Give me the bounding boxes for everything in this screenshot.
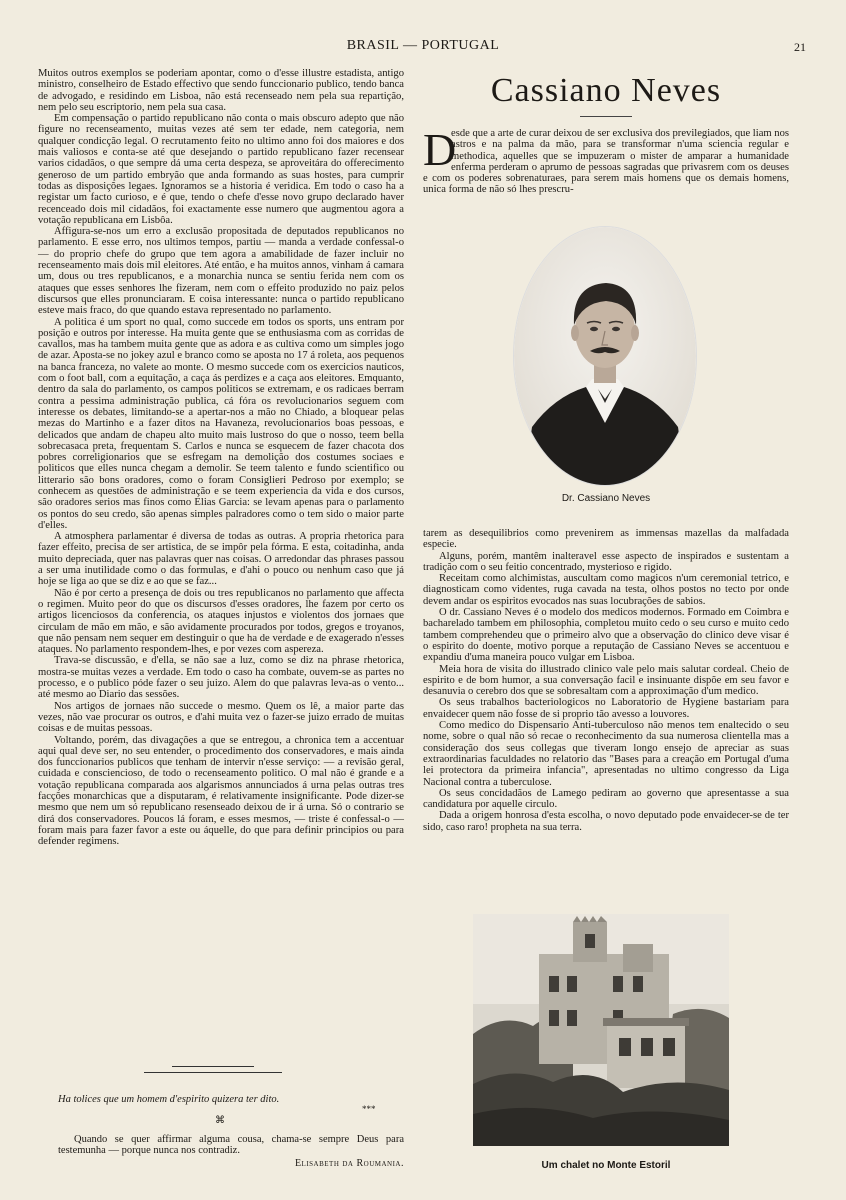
- article-paragraph: Receitam como alchimistas, auscultam como magicos n'um ceremonial tetrico, e diagnosticam como videntes, ruga cavada na testa, olhos postos no tecto por onde devem andar os espiritos evocados nas suas locubrações de sabios.: [423, 573, 789, 607]
- chalet-photo: [473, 914, 729, 1146]
- chalet-caption: Um chalet no Monte Estoril: [541, 1160, 671, 1171]
- left-paragraph: Voltando, porém, das divagações a que se entregou, a chronica tem a accentuar aqui qual deve ser, no seu entender, o procedimento dos conservadores, e mais ainda dos funccionarios publicos que tenham de intervir n'esse serviço: — a revisão geral, cuidada e consciencioso, de todo o recenseamento politico. O mal não é grande e a votação republicana comparada aos algarismos annunciados á urna pelas outras tres facções monarchicas que a disputaram, é relativamente insignificante. Pode dizer-se mesmo que nem um só republicano resenseado deixou de ir á urna. Só o contrario se dirá dos conservadores. Poucos lá foram, e esses mesmos, — triste é confessal-o — foram mais para fazer favor a este ou áquelle, do que para definir principios ou para defender regimens.: [38, 734, 404, 848]
- left-paragraph: A atmosphera parlamentar é diversa de todas as outras. A propria rhetorica para fazer effeito, precisa de ser artistica, de se impôr pela fórma. E esta, coitadinha, anda muito depreciada, quer nas palavras quer nas coisas. O arredondar das phrases passou a ser uma inutilidade como o das formulas, e d'ahi o pouco ou nenhum caso que já hoje se liga ao que se diz e ao que se faz...: [38, 531, 404, 588]
- article-paragraph: Alguns, porém, mantêm inalteravel esse aspecto de inspirados e sustentam a tradição com o seu feitio concentrado, mysterioso e rigido.: [423, 550, 789, 573]
- portrait-caption: Dr. Cassiano Neves: [561, 493, 651, 504]
- footer-quote: Quando se quer affirmar alguma cousa, chama-se sempre Deus para testemunha — porque nunca nos contradiz.: [58, 1134, 404, 1156]
- drop-cap: D: [423, 124, 457, 175]
- article-paragraph: Os seus concidadãos de Lamego pediram ao governo que apresentasse a sua candidatura por aquelle circulo.: [423, 787, 789, 811]
- chalet-illustration: [473, 914, 729, 1146]
- left-paragraph: Trava-se discussão, e d'ella, se não sae a luz, como se diz na phrase rhetorica, mostra-se muitas vezes a verdade. Em todo o caso ha combate, ouvem-se as partes no processo, e o publico póde fazer o seu juizo. Alem do que palavras leva-as o vento... até mesmo ao Diario das sessões.: [38, 655, 404, 701]
- left-column: [38, 68, 404, 847]
- running-title: BRASIL — PORTUGAL: [346, 38, 500, 53]
- portrait-photo: [514, 227, 696, 485]
- left-paragraph: Affigura-se-nos um erro a exclusão propositada de deputados republicanos no parlamento. E esse erro, nos ultimos tempos, partiu — manda a verdade confessal-o — do proprio chefe do grupo que tem agora a amabilidade de fazer incluir no recenseamento mais dois mil eleitores. Até então, e ha muitos annos, vinham á camara um, dous ou tres republicanos, e a monarchia nunca se sentiu ferida nem com os ataques que esses senhores lhe fizeram, nem com o effeito produzido no paiz pelos discursos que elles pronunciaram. E coisa interessante: nunca o partido republicano esteve mais fraco, do que quando estava representado no parlamento.: [38, 226, 404, 317]
- left-paragraph: Não é por certo a presença de dois ou tres republicanos no parlamento que affecta o regimen. Muito peor do que os discursos d'esses oradores, lhe fazem por certo os artigos licenciosos da conferencia, os ataques injustos e violentos dos jornaes que circulam de mão em mão, e são avidamente procurados por todos, gregos e troyanos, que não pensam nem sequer em destinguir o que ha de verdade e de exagerado n'esses ataques. No parlamento respondem-lhes, e por vezes com aspereza.: [38, 587, 404, 656]
- separator-rule: [172, 1066, 254, 1067]
- article-paragraph: Dada a origem honrosa d'esta escolha, o novo deputado pode envaidecer-se de ter sido, caso raro! propheta na sua terra.: [423, 810, 789, 833]
- separator-rule: [144, 1072, 282, 1073]
- left-paragraph: Em compensação o partido republicano não conta o mais obscuro adepto que não figure no recenseamento, muitas vezes até sem ter edade, nem categoria, nem qualquer condicção legal. O recrutamento feito no ultimo anno foi dos maiores e dos mais valiosos e conta-se até que desejando o partido republicano fazer recensear varios cidadãos, o que sempre dá uma certa despeza, se aproveitára do offerecimento generoso de um partido embryão que anda formando as suas hostes, para cumprir todas as disposições legaes. Ignoramos se a historia é veridica. Em todo o caso ha a registar um facto curioso, e é que, tendo o chefe d'esse novo grupo declarado haver recenceado dois mil cidadãos, foi exactamente esse numero que augmentou agora a votação republicana em Lisbôa.: [38, 113, 404, 226]
- title-rule: [580, 116, 632, 117]
- intro-paragraph: esde que a arte de curar deixou de ser exclusiva dos previlegiados, que liam nos astros e na palma da mão, para se transformar n'uma sciencia regular e methodica, aquelles que se impuzeram o mister de amparar a humanidade enferma perderam o aprumo de pessoas sagradas que privasrem com os deuses e com os poderes sobrenaturaes, para serem mais homens que os demais homens, unica forma de não só lhes prescru-: [423, 128, 789, 196]
- article-paragraph: Meia hora de visita do illustrado clinico vale pelo mais salutar cordeal. Cheio de espirito e de bom humor, a sua conversação facil e insinuante dispõe em seu favor e desanuvia o cerebro dos que se sobresaltam com a approximação d'um medico.: [423, 663, 789, 698]
- article-paragraph: Como medico do Dispensario Anti-tuberculoso não menos tem enaltecido o seu nome, sobre o qual não só recae o reconhecimento da sua numerosa clientella mas a consideração dos seus collegas que tiveram longo ensejo de apreciar as suas extraordinarias faculdades no relatorio das "Bases para a creação em Portugal d'uma lei protectora da primeira infancia", apresentadas no ultimo congresso da Liga Nacional contra a tuberculose.: [423, 720, 789, 788]
- article-intro: [423, 124, 789, 196]
- footer-quote: Ha tolices que um homem d'espirito quizera ter dito.: [58, 1094, 280, 1105]
- page-number: 21: [794, 40, 806, 54]
- article-paragraph: tarem as desequilibrios como prevenirem as immensas mazellas da malfadada especie.: [423, 528, 789, 551]
- left-paragraph: Muitos outros exemplos se poderiam apontar, como o d'esse illustre estadista, antigo ministro, conselheiro de Estado effectivo que sendo funccionario publico, tendo banca de advogado, e residindo em Lisboa, não está recenseado nem pela sua repartição, nem pelo seu escriptorio, nem pela sua casa.: [38, 68, 404, 113]
- footer-stars: ***: [362, 1104, 376, 1114]
- portrait-illustration: [514, 227, 696, 485]
- article-body: [423, 528, 789, 833]
- footer-ornament: ⌘: [215, 1115, 225, 1126]
- footer-attribution: Elisabeth da Roumania.: [294, 1158, 404, 1169]
- article-title: Cassiano Neves: [490, 72, 722, 109]
- left-paragraph: Nos artigos de jornaes não succede o mesmo. Quem os lê, a maior parte das vezes, não vae procurar os outros, e d'ahi muita vez o fazer-se juizo errado de muitas coisas e de muitas pessoas.: [38, 700, 404, 735]
- article-paragraph: O dr. Cassiano Neves é o modelo dos medicos modernos. Formado em Coimbra e bacharelado tambem em philosophia, completou muito cedo o seu curso e muito cedo tambem comprehendeu que o primeiro alvo que a observação do clinico deve visar é o espirito do doente, motivo porque a reputação de Cassiano Neves se accentuou e expandiu d'uma maneira pouco vulgar em Lisboa.: [423, 607, 789, 664]
- left-paragraph: A politica é um sport no qual, como succede em todos os sports, uns entram por posição e outros por interesse. Ha muita gente que se enthusiasma com as corridas de cavallos, mas ha tambem muita gente que as adora e as cultiva como um simples jogo de azar. Aposta-se no jokey azul e branco como se aposta no 17 á roleta, aos pequenos na banca franceza, no valete ao monte. O mesmo succede com os exercicios nauticos, com o foot ball, com a equitação, a caça ás perdizes e a caça aos eleitores. Emquanto, dentro da sala do parlamento, os campos politicos se extremam, e os radicaes berram contra a pessima administração publica, cá fóra os revolucionarios seguem com interesse os debates, limitando-se a apertar-nos a mão no Chiado, a bloquear pelas mezas do Martinho e a fazer ditos na Havaneza, revolucionarios boas pessoas, e delicados que andam de chapeu alto muito mais lustroso do que o nosso, teem bella sobrecasaca preta, frequentam S. Carlos e nunca se esquecem de fazer chacota dos pobres correligionarios que se esfregam na demolição dos costumes sociaes e politicos que elles nunca chegam a demolir. Se teem talento e fundo scientifico ou litterario são bons oradores, como o foram Consiglieri Pedroso por exemplo; se conhecem as questões de administração e se teem experiencia da vida e dos cursos, são oradores serios mas finos como Elias Garcia: se levam apenas para o parlamento os pontos do seu credo, são apenas simples palradores como o tem sido o maior parte d'elles.: [38, 316, 404, 531]
- article-paragraph: Os seus trabalhos bacteriologicos no Laboratorio de Hygiene bastariam para envaidecer quem não fosse de si proprio tão avesso a louvores.: [423, 697, 789, 720]
- running-head: [0, 38, 846, 56]
